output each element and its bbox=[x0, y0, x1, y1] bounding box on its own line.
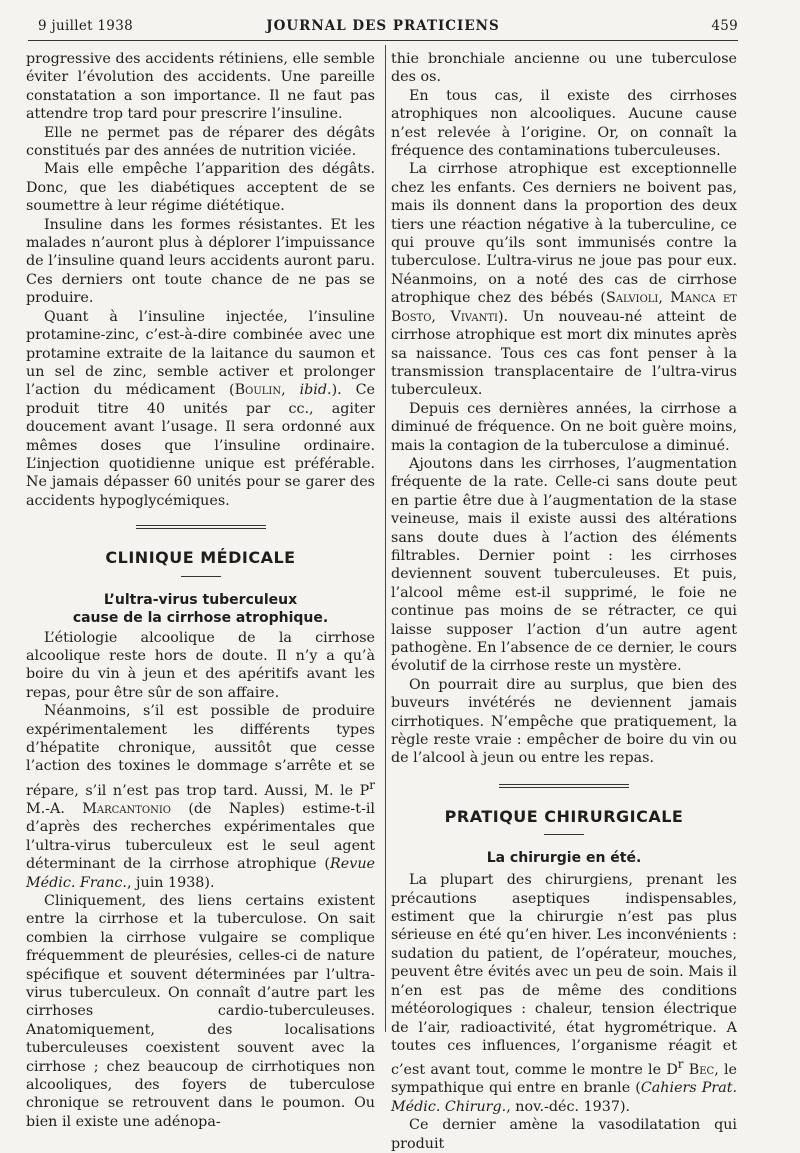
paragraph: La plupart des chirurgiens, prenant les précautions aseptiques indispensables, estiment que la chirurgie n’est pas plus sérieuse en été qu’en hiver. Les inconvénients : sudation du patient, de l’opérateur, mouches, peuvent être évités avec un peu de soin. Mais il n’en est pas de même des conditions météorologiques : chaleur, tension électrique de l’air, radioactivité, état hygrométrique. A toutes ces influences, l’organisme réagit et c’est avant tout, comme le montre le $D^r$ Bec, le sympathique qui entre en branle (Cahiers Prat. Médic. Chirurg., nov.-déc. 1937). bbox=[391, 872, 738, 1115]
article-title: L’ultra-virus tuberculeux cause de la cirrhose atrophique. bbox=[72, 591, 329, 626]
author-name: Marcantonio bbox=[82, 800, 171, 817]
reference: Revue Médic. Franc. bbox=[26, 856, 375, 891]
paragraph: thie bronchiale ancienne ou une tuberculose des os. bbox=[391, 51, 737, 86]
journal-title: JOURNAL DES PRATICIENS bbox=[266, 18, 500, 34]
reference: Cahiers Prat. Médic. Chirurg. bbox=[391, 1080, 738, 1115]
issue-date: 9 juillet 1938 bbox=[38, 18, 133, 34]
page-number: 459 bbox=[711, 18, 738, 34]
reference: ibid. bbox=[299, 382, 332, 399]
author-names: Salvioli, Manca et Bosto, Vivanti bbox=[391, 290, 737, 325]
section-heading: PRATIQUE CHIRURGICALE bbox=[444, 806, 684, 826]
left-column bbox=[26, 50, 375, 1131]
paragraph: La cirrhose atrophique est exceptionnelle chez les enfants. Ces derniers ne boivent pas, mais ils donnent dans la proportion des deux tiers une réaction négative à la tuberculine, ce qui prouve qu’ils sont immunisés contre la tuberculose. L’ultra-virus ne joue pas pour eux. Néanmoins, on a noté des cas de cirrhose atrophique chez des bébés (Salvioli, Manca et Bosto, Vivanti). Un nouveau-né atteint de cirrhose atrophique est mort dix minutes après sa naissance. Tous ces cas font penser à la transmission transplacentaire de l’ultra-virus tuberculeux. bbox=[391, 161, 737, 399]
author-name: Bec bbox=[688, 1062, 715, 1079]
paragraph: Ce dernier amène la vasodilatation qui produit bbox=[391, 1117, 737, 1152]
paragraph: Ajoutons dans les cirrhoses, l’augmentation fréquente de la rate. Celle-ci sans doute peut en partie être due à l’augmentation de la stase veineuse, mais il existe aussi des altérations sans doute dues à l’action des éléments filtrables. Dernier point : les cirrhoses deviennent souvent tuberculeuses. Et puis, l’alcool même est-il supprimé, le foie ne continue pas moins de se rétracter, ce qui laisse supposer l’action d’un autre agent pathogène. En l’absence de ce dernier, le cours évolutif de la cirrhose reste un mystère. bbox=[391, 455, 737, 675]
header-rule bbox=[28, 40, 738, 41]
paragraph: Mais elle empêche l’apparition des dégâts. Donc, que les diabétiques acceptent de se soumettre à leur régime diététique. bbox=[26, 161, 375, 215]
paragraph: On pourrait dire au surplus, que bien des buveurs invétérés ne deviennent jamais cirrhotiques. N’empêche que pratiquement, la règle reste vraie : empêcher de boire du vin ou de l’alcool à jeun ou entre les repas. bbox=[391, 676, 737, 767]
paragraph: Néanmoins, s’il est possible de produire expérimentalement les différents types d’hépatite chronique, aussitôt que cesse l’action des toxines le dommage s’arrête et se répare, s’il n’est pas trop tard. Aussi, M. le $P^r$ M.-A. Marcantonio (de Naples) estime-t-il d’après des recherches expérimentales que l’ultra-virus tuberculeux est le seul agent déterminant de la cirrhose atrophique (Revue Médic. Franc., juin 1938). bbox=[26, 703, 375, 891]
running-header bbox=[28, 16, 738, 38]
paragraph: L’étiologie alcoolique de la cirrhose alcoolique reste hors de doute. Il n’y a qu’à boire du vin à jeun et des apéritifs avant les repas, pour être sûr de son affaire. bbox=[26, 629, 375, 701]
paragraph: En tous cas, il existe des cirrhoses atrophiques non alcooliques. Aucune cause n’est relevée à l’origine. Or, on connaît la fréquence des contaminations tuberculeuses. bbox=[391, 87, 737, 160]
section-heading: CLINIQUE MÉDICALE bbox=[105, 548, 296, 568]
paragraph: Depuis ces dernières années, la cirrhose a diminué de fréquence. On ne boit guère moins, mais la contagion de la tuberculose a diminué. bbox=[391, 400, 737, 454]
paragraph: Cliniquement, des liens certains existent entre la cirrhose et la tuberculose. On sait combien la cirrhose vulgaire se complique fréquemment de pleurésies, celles-ci de nature spécifique et souvent déterminées par l’ultra-virus tuberculeux. On connaît d’autre part les cirrhoses cardio-tuberculeuses. Anatomiquement, des localisations tuberculeuses coexistent souvent avec la cirrhose ; chez beaucoup de cirrhotiques non alcooliques, des foyers de tuberculose chronique se retrouvent dans le poumon. Ou bien il existe une adénopa- bbox=[26, 893, 375, 1130]
article-title: La chirurgie en été. bbox=[486, 850, 642, 867]
right-column bbox=[391, 50, 737, 1153]
author-name: Boulin bbox=[234, 382, 282, 399]
column-divider bbox=[385, 45, 386, 1032]
paragraph: Elle ne permet pas de réparer des dégâts constitués par des années de nutrition viciée. bbox=[26, 124, 375, 160]
paragraph: Insuline dans les formes résistantes. Et les malades n’auront plus à déplorer l’impuissance de l’insuline quand leurs accidents auront paru. Ces derniers ont toute chance de ne pas se produire. bbox=[26, 216, 375, 307]
paragraph: Quant à l’insuline injectée, l’insuline protamine-zinc, c’est-à-dire combinée avec une protamine extraite de la laitance du saumon et un sel de zinc, semble activer et prolonger l’action du médicament (Boulin, ibid.). Ce produit titre 40 unités par cc., agiter doucement avant l’usage. Il sera ordonné aux mêmes doses que l’insuline ordinaire. L’injection quotidienne unique est préférable. Ne jamais dépasser 60 unités pour se garer des accidents hypoglycémiques. bbox=[26, 308, 375, 509]
paragraph: progressive des accidents rétiniens, elle semble éviter l’évolution des accidents. Une pareille constatation a son importance. Il ne faut pas attendre trop tard pour prescrire l’insuline. bbox=[26, 51, 375, 123]
